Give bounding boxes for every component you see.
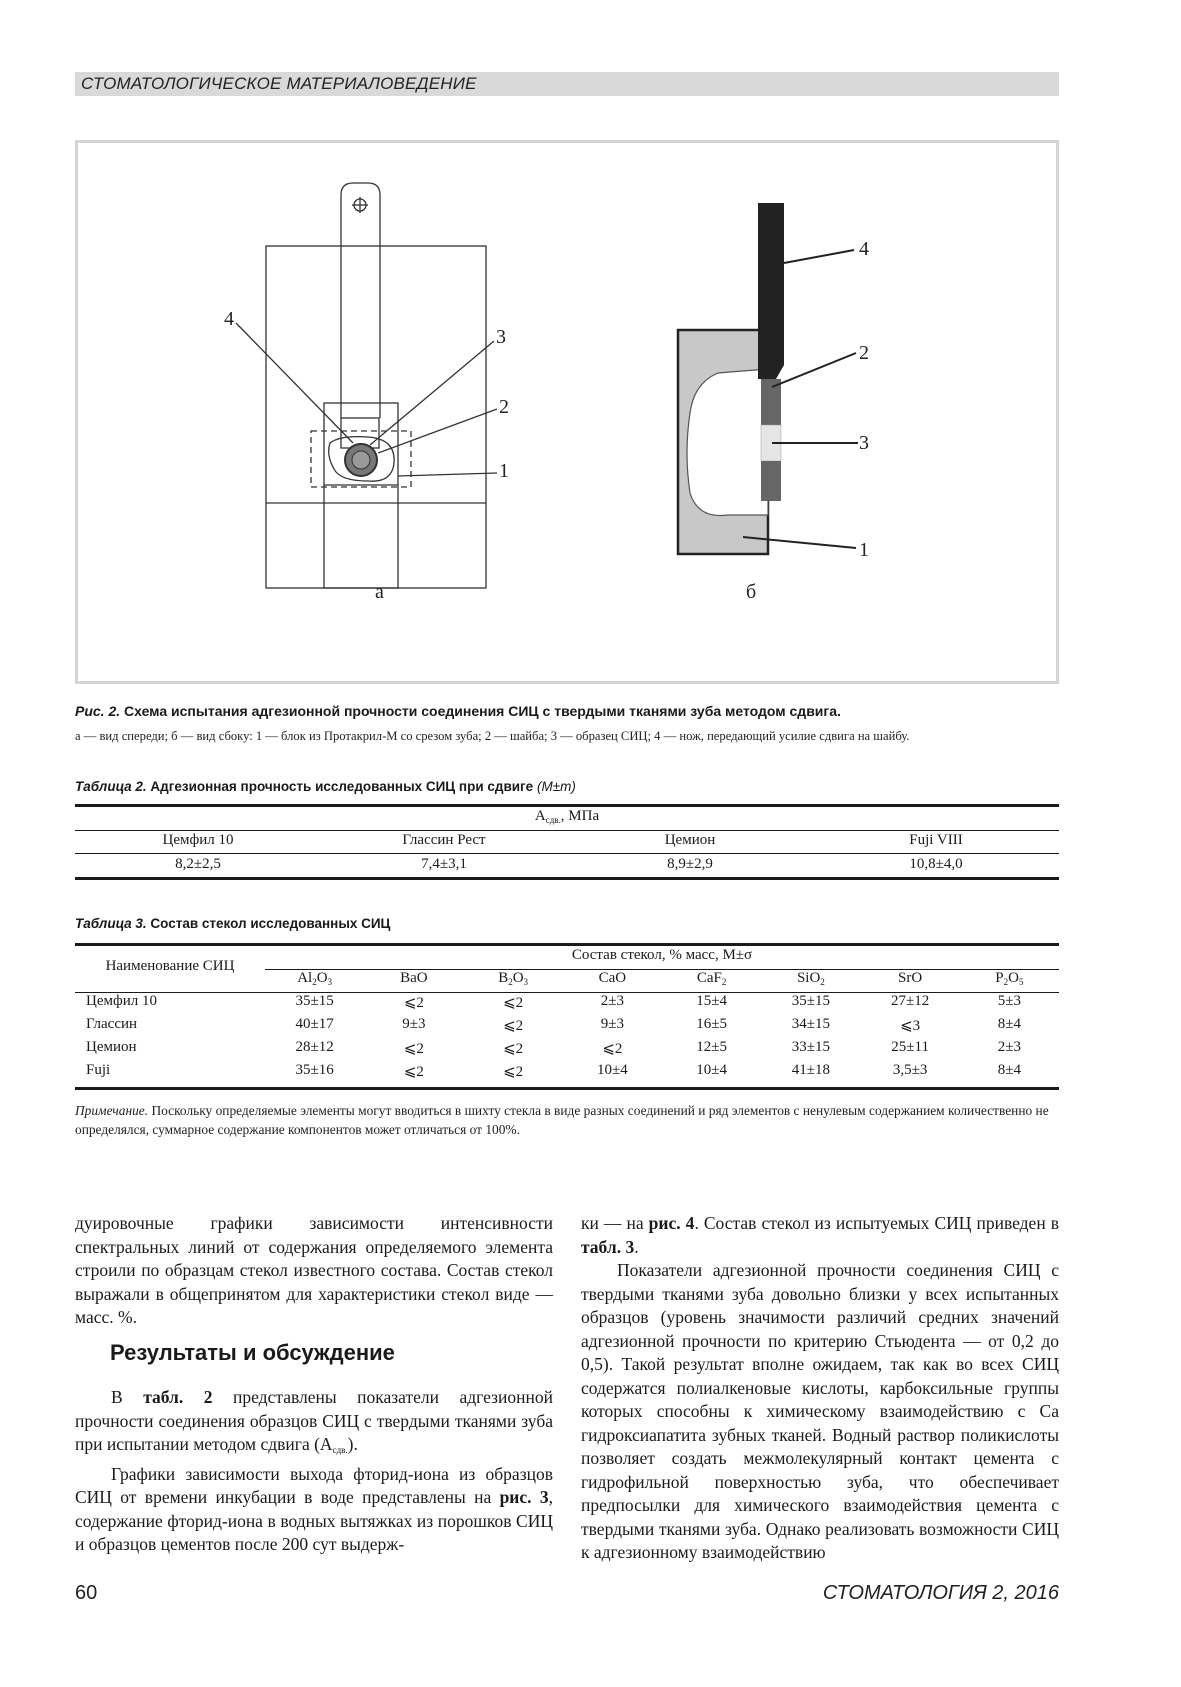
table2-col-cemfil: Цемфил 10: [162, 832, 234, 848]
callout-a-3: 3: [496, 326, 506, 348]
table2-val-fuji: 10,8±4,0: [909, 856, 963, 872]
figure-caption-text: Схема испытания адгезионной прочности соединения СИЦ с твердыми тканями зуба методом сдвига.: [124, 703, 841, 719]
table3-cell: 35±15: [295, 993, 334, 1009]
table3-col-header: CaO: [598, 970, 627, 986]
right-p1-ref-table: табл. 3: [581, 1236, 635, 1257]
table3-cell: ⩽2: [602, 1041, 623, 1057]
view-a-label: а: [375, 581, 384, 603]
left-p3-ref-figure: рис. 3: [499, 1487, 549, 1507]
table2-mid-rule: [75, 830, 1059, 831]
right-p1-text-b: . Состав стекол из испытуемых СИЦ приведен в: [694, 1213, 1059, 1233]
table3-note-prefix: Примечание.: [75, 1103, 149, 1118]
table2-val-cemion: 8,9±2,9: [667, 856, 713, 872]
table3-cell: 33±15: [791, 1039, 830, 1055]
table3-cell: 12±5: [696, 1039, 727, 1055]
table3-title-prefix: Таблица 3.: [75, 916, 147, 931]
callout-a-1: 1: [499, 460, 509, 482]
table3-row-name: Глассин: [86, 1016, 138, 1032]
journal-footer: СТОМАТОЛОГИЯ 2, 2016: [822, 1582, 1059, 1604]
table3-cell: 28±12: [295, 1039, 334, 1055]
block-outline: [266, 246, 486, 588]
table3-cell: ⩽2: [503, 995, 524, 1011]
table3-col-header: $B_2O_3$: [498, 970, 529, 987]
table3-cell: ⩽2: [403, 995, 424, 1011]
right-paragraph-1: [581, 1212, 1059, 1259]
figure-caption-prefix: Рис. 2.: [75, 703, 121, 719]
table3-cell: 10±4: [597, 1062, 628, 1078]
table3-cell: ⩽2: [403, 1064, 424, 1080]
table2-title: [75, 779, 576, 794]
table3-cell: 8±4: [997, 1062, 1021, 1078]
table3-row-name: Fuji: [86, 1062, 111, 1078]
left-p3-text-a: Графики зависимости выхода фторид-иона из образцов СИЦ от времени инкубации в воде представлены на: [75, 1463, 553, 1507]
table2-col-cemion: Цемион: [664, 832, 716, 848]
table3-row-name: Цемион: [86, 1039, 137, 1055]
table3-cell: 35±15: [791, 993, 830, 1009]
callout-b-4: 4: [859, 238, 869, 260]
table2-val-glassin: 7,4±3,1: [421, 856, 467, 872]
page-number: 60: [75, 1582, 98, 1604]
left-paragraph-3: [75, 1463, 553, 1557]
table2-val-cemfil: 8,2±2,5: [175, 856, 221, 872]
table2-group-header-main: А: [534, 808, 546, 824]
table3-title: [75, 916, 390, 931]
table3-col-header: CaF$_2$: [696, 970, 727, 987]
table3-col-header: SrO: [898, 970, 923, 986]
table3-cell: ⩽2: [503, 1041, 524, 1057]
table3-cell: 25±11: [891, 1039, 929, 1055]
body-right-column: [581, 1212, 1059, 1565]
table3-cell: 16±5: [696, 1016, 727, 1032]
figure-caption-legend: а — вид спереди; б — вид сбоку: 1 — блок из Протакрил-М со срезом зуба; 2 — шайба; 3 — образец СИЦ; 4 — нож, передающий усилие сдвига на шайбу.: [75, 729, 910, 743]
table3-cell: 15±4: [696, 993, 727, 1009]
table2-col-fuji: Fuji VIII: [909, 832, 963, 848]
figure-2-drawing: [78, 143, 1056, 681]
body-left-column: [75, 1212, 553, 1330]
table3-cell: 2±3: [997, 1039, 1021, 1055]
table3-row-header: Наименование СИЦ: [105, 958, 235, 974]
table3-cell: ⩽2: [503, 1064, 524, 1080]
table3-title-text: Состав стекол исследованных СИЦ: [150, 916, 391, 931]
table3-cell: 3,5±3: [892, 1062, 928, 1078]
table2-title-suffix: (M±m): [536, 779, 576, 794]
table2-group-header: [75, 808, 1059, 825]
table3-note: [75, 1101, 1065, 1139]
table3-group-header: Состав стекол, % масс, M±σ: [571, 947, 753, 963]
right-p1-text-c: .: [634, 1236, 639, 1257]
table3-col-header: $P_2O_5$: [995, 970, 1024, 987]
running-header: СТОМАТОЛОГИЧЕСКОЕ МАТЕРИАЛОВЕДЕНИЕ: [75, 72, 1059, 96]
table3-cell: 2±3: [600, 993, 624, 1009]
table2-title-text: Адгезионная прочность исследованных СИЦ при сдвиге: [150, 779, 534, 794]
right-p1-ref-figure: рис. 4: [648, 1213, 695, 1233]
table3-cell: 9±3: [402, 1016, 426, 1032]
left-paragraph-1: дуировочные графики зависимости интенсивности спектральных линий от содержания определяемого элемента строили по образцам стекол известного состава. Состав стекол выражали в общепринятом для характеристики стекол виде — масс. %.: [75, 1213, 553, 1327]
callout-b-1: 1: [859, 539, 869, 561]
table3-col-header: SiO$_2$: [796, 970, 825, 987]
table2-group-header-sub: сдв.: [545, 815, 561, 825]
table2-bottom-rule: [75, 877, 1059, 880]
right-p1-text-a: ки — на: [581, 1213, 649, 1233]
table3-cell: 34±15: [791, 1016, 830, 1032]
table3-cell: 27±12: [891, 993, 930, 1009]
table3-cell: 9±3: [600, 1016, 624, 1032]
right-paragraph-2: Показатели адгезионной прочности соединения СИЦ с твердыми тканями зуба довольно близки у всех испытанных образцов (уровень значимости различий средних значений адгезионной прочности по критерию Стьюдента — от 0,2 до 0,5). Такой результат вполне ожидаем, так как во всех СИЦ содержатся полиалкеновые кислоты, карбоксильные группы которых способны к химическому взаимодействию с Са гидроксиапатита зубных тканей. Водный раствор поликислоты позволяет создать межмолекулярный контакт цемента с гидрофильной поверхностью зуба, что обеспечивает предпосылки для химического взаимодействия цемента с твердыми тканями зуба. Однако реализовать возможности СИЦ к адгезионному взаимодействию: [581, 1260, 1059, 1562]
left-p2-text-a: В: [111, 1387, 144, 1407]
callout-a-4: 4: [224, 308, 234, 330]
figure-2: [75, 140, 1059, 684]
table3-cell: ⩽2: [503, 1018, 524, 1034]
callout-a-2: 2: [499, 396, 509, 418]
callout-b-3: 3: [859, 432, 869, 454]
table3-cell: 41±18: [791, 1062, 830, 1078]
table3-cell: ⩽2: [403, 1041, 424, 1057]
table3-col-header: BaO: [400, 970, 428, 986]
left-p2-text-b: представлены показатели адгезионной прочности соединения образцов СИЦ с твердыми тканями зуба при испытании методом сдвига (А: [75, 1387, 553, 1454]
table2-top-rule: [75, 804, 1059, 807]
table2-col-glassin: Глассин Рест: [402, 832, 486, 848]
view-b-label: б: [746, 581, 757, 603]
left-paragraph-2: [75, 1386, 553, 1463]
table3-cell: ⩽3: [900, 1018, 921, 1034]
figure-caption: [75, 703, 1065, 719]
view-b-diagram: [678, 203, 869, 603]
left-p2-subscript: сдв.: [332, 1445, 348, 1455]
table3-cell: 8±4: [997, 1016, 1021, 1032]
left-p3-text-b: , содержание фторид-иона в водных вытяжках из порошков СИЦ и образцов цементов после 200 сут выдерж-: [75, 1487, 553, 1554]
table3-row-name: Цемфил 10: [86, 993, 157, 1009]
table2-title-prefix: Таблица 2.: [75, 779, 147, 794]
table2-group-header-unit: , МПа: [560, 808, 600, 824]
left-p2-ref-table: табл. 2: [143, 1387, 213, 1407]
left-p2-text-c: ).: [347, 1434, 358, 1454]
table3-cell: 40±17: [295, 1016, 334, 1032]
table3-cell: 5±3: [997, 993, 1021, 1009]
table3-cell: 10±4: [696, 1062, 727, 1078]
callout-b-2: 2: [859, 342, 869, 364]
table3-top-rule: [75, 943, 1059, 946]
table3-col-header: $Al_2O_3$: [297, 970, 333, 987]
table3-note-text: Поскольку определяемые элементы могут вводиться в шихту стекла в виде разных соединений и ряд элементов с ненулевым содержанием количественно не определялся, суммарное содержание компонентов может отличаться от 100%.: [75, 1103, 1049, 1137]
table2-head-rule: [75, 853, 1059, 854]
view-a-diagram: [236, 183, 497, 588]
table3-bottom-rule: [75, 1087, 1059, 1090]
table3-cell: 35±16: [295, 1062, 334, 1078]
body-left-column-2: [75, 1386, 553, 1557]
section-heading: Результаты и обсуждение: [110, 1340, 395, 1365]
specimen-a: [352, 451, 370, 469]
